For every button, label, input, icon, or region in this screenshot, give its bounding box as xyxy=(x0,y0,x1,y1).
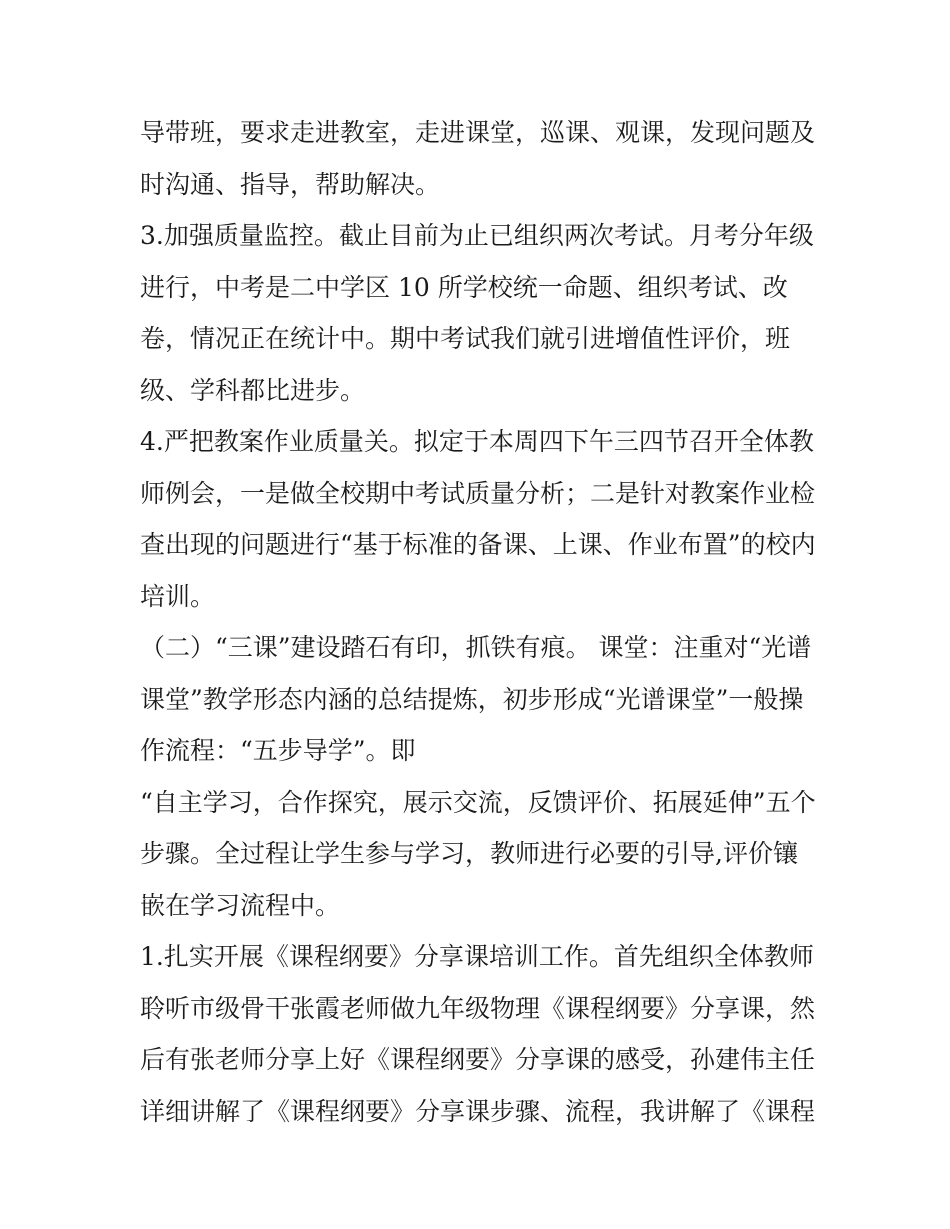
text-line: 4.严把教案作业质量关。拟定于本周四下午三四节召开全体教 xyxy=(140,427,814,456)
text-line: 聆听市级骨干张霞老师做九年级物理《课程纲要》分享课，然 xyxy=(140,993,816,1023)
text-line: 步骤。全过程让学生参与学习，教师进行必要的引导,评价镶 xyxy=(140,839,798,868)
text-line: 课堂”教学形态内涵的总结提炼，初步形成“光谱课堂”一般操 xyxy=(140,684,804,714)
text-line: 导带班，要求走进教室，走进课堂，巡课、观课，发现问题及 xyxy=(140,118,816,147)
text-line: 级、学科都比进步。 xyxy=(140,375,366,405)
text-line: 卷，情况正在统计中。期中考试我们就引进增值性评价，班 xyxy=(140,324,791,353)
text-line: 培训。 xyxy=(140,581,216,611)
text-line: 1.扎实开展《课程纲要》分享课培训工作。首先组织全体教师 xyxy=(140,942,814,971)
text-line: （二）“三课”建设踏石有印，抓铁有痕。 课堂：注重对“光谱 xyxy=(140,633,812,662)
text-line: 进行，中考是二中学区 10 所学校统一命题、组织考试、改 xyxy=(140,272,788,302)
body-text xyxy=(140,107,830,1137)
text-line: 嵌在学习流程中。 xyxy=(140,890,341,920)
text-line: “自主学习，合作探究，展示交流，反馈评价、拓展延伸”五个 xyxy=(140,787,816,817)
text-line: 时沟通、指导，帮助解决。 xyxy=(140,169,441,199)
text-line: 师例会，一是做全校期中考试质量分析；二是针对教案作业检 xyxy=(140,478,816,508)
text-line: 作流程：“五步导学”。即 xyxy=(140,736,416,765)
text-line: 详细讲解了《课程纲要》分享课步骤、流程，我讲解了《课程 xyxy=(140,1096,816,1126)
text-line: 后有张老师分享上好《课程纲要》分享课的感受，孙建伟主任 xyxy=(140,1045,816,1074)
text-line: 3.加强质量监控。截止目前为止已组织两次考试。月考分年级 xyxy=(140,221,814,250)
text-line: 查出现的问题进行“基于标准的备课、上课、作业布置”的校内 xyxy=(140,530,816,559)
